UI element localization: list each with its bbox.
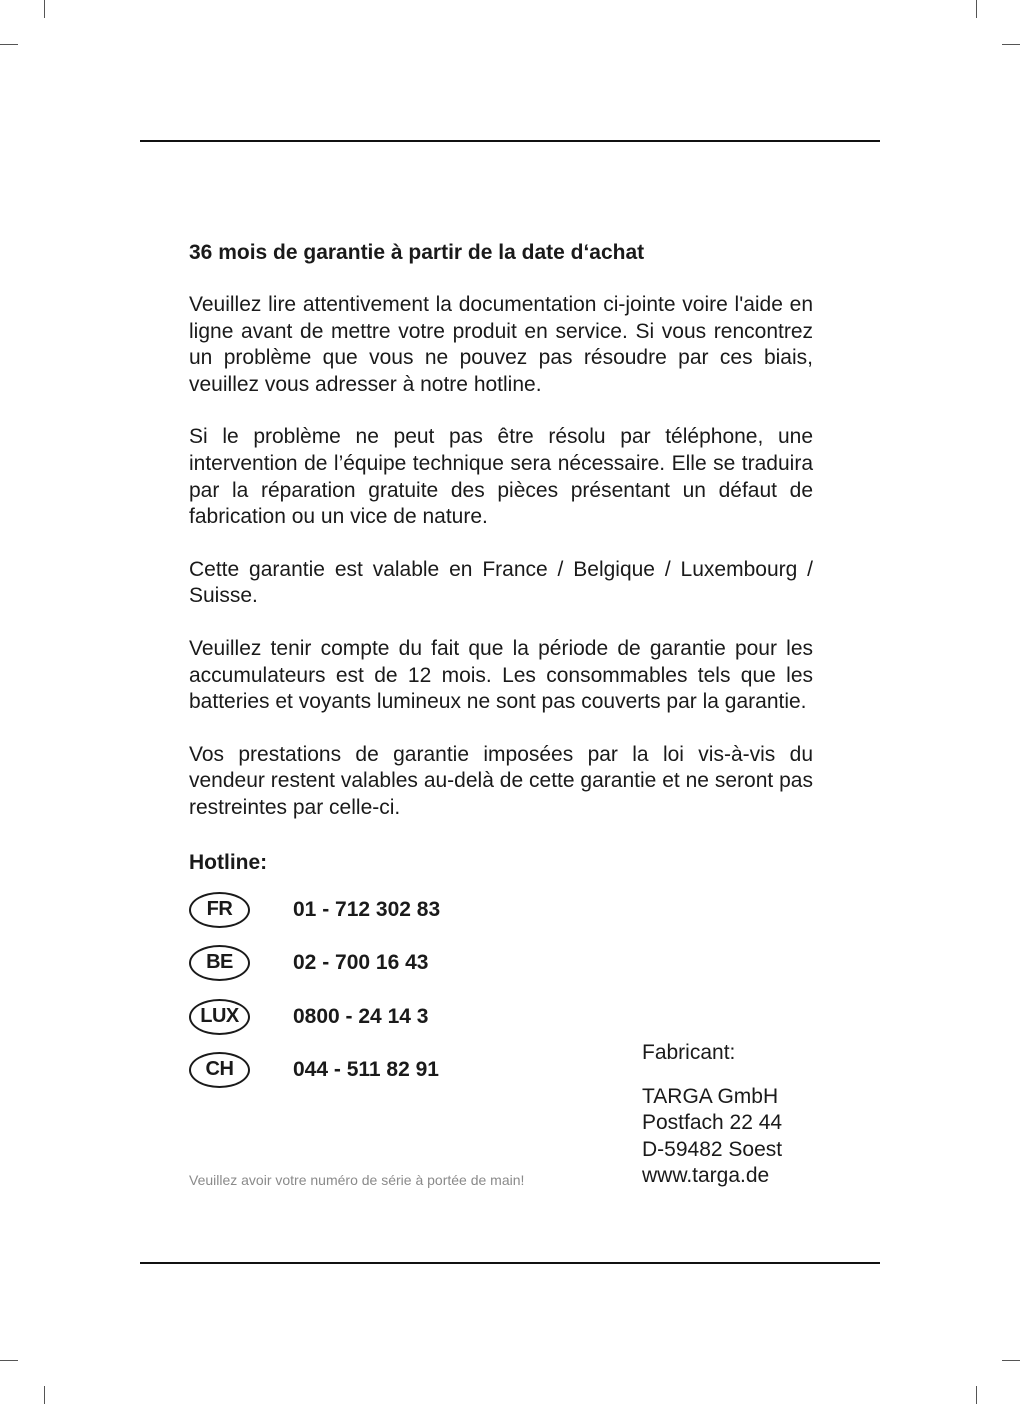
crop-mark bbox=[976, 1386, 977, 1404]
country-badge-ch: CH bbox=[189, 1052, 250, 1088]
manufacturer-label: Fabricant: bbox=[642, 1041, 736, 1064]
serial-number-note: Veuillez avoir votre numéro de série à portée de main! bbox=[189, 1172, 525, 1188]
crop-mark bbox=[976, 0, 977, 18]
top-rule bbox=[140, 140, 880, 142]
manufacturer-block bbox=[642, 1040, 782, 1190]
warranty-content bbox=[189, 238, 813, 1106]
phone-number-fr: 01 - 712 302 83 bbox=[293, 897, 441, 921]
hotline-row-fr bbox=[189, 892, 813, 946]
paragraph-documentation: Veuillez lire attentivement la documentation ci-jointe voire l'aide en ligne avant de mettre votre produit en service. Si vous rencontrez un problème que vous ne pouvez pas résoudre par ces biais, veuillez vous adresser à notre hotline. bbox=[189, 293, 813, 396]
paragraph-repair: Si le problème ne peut pas être résolu par téléphone, une intervention de l’équipe technique sera nécessaire. Elle se traduira par la réparation gratuite des pièces présentant un défaut de fabrication ou un vice de nature. bbox=[189, 425, 813, 529]
warranty-heading: 36 mois de garantie à partir de la date d‘achat bbox=[189, 241, 645, 264]
paragraph-accumulators: Veuillez tenir compte du fait que la période de garantie pour les accumulateurs est de 12 mois. Les consommables tels que les batteries et voyants lumineux ne sont pas couverts par la garantie. bbox=[189, 636, 813, 714]
country-badge-fr: FR bbox=[189, 892, 250, 928]
crop-mark bbox=[1002, 1360, 1020, 1361]
crop-mark bbox=[1002, 44, 1020, 45]
hotline-title: Hotline: bbox=[189, 850, 268, 874]
bottom-rule bbox=[140, 1262, 880, 1264]
phone-number-lux: 0800 - 24 14 3 bbox=[293, 1004, 429, 1028]
manufacturer-address-line2: D-59482 Soest bbox=[642, 1137, 783, 1161]
hotline-row-be bbox=[189, 945, 813, 999]
paragraph-legal-rights: Vos prestations de garantie imposées par la loi vis-à-vis du vendeur restent valables au-delà de cette garantie et ne seront pas restreintes par celle-ci. bbox=[189, 742, 813, 819]
crop-mark bbox=[44, 1386, 45, 1404]
crop-mark bbox=[0, 44, 18, 45]
phone-number-be: 02 - 700 16 43 bbox=[293, 951, 429, 974]
manufacturer-name: TARGA GmbH bbox=[642, 1084, 779, 1108]
crop-mark bbox=[0, 1360, 18, 1361]
country-badge-be: BE bbox=[189, 945, 250, 981]
manufacturer-address-line1: Postfach 22 44 bbox=[642, 1111, 783, 1135]
crop-mark bbox=[44, 0, 45, 18]
manufacturer-website: www.targa.de bbox=[642, 1164, 770, 1188]
phone-number-ch: 044 - 511 82 91 bbox=[293, 1058, 439, 1081]
country-badge-lux: LUX bbox=[189, 999, 250, 1035]
paragraph-countries: Cette garantie est valable en France / Belgique / Luxembourg / Suisse. bbox=[189, 557, 813, 608]
